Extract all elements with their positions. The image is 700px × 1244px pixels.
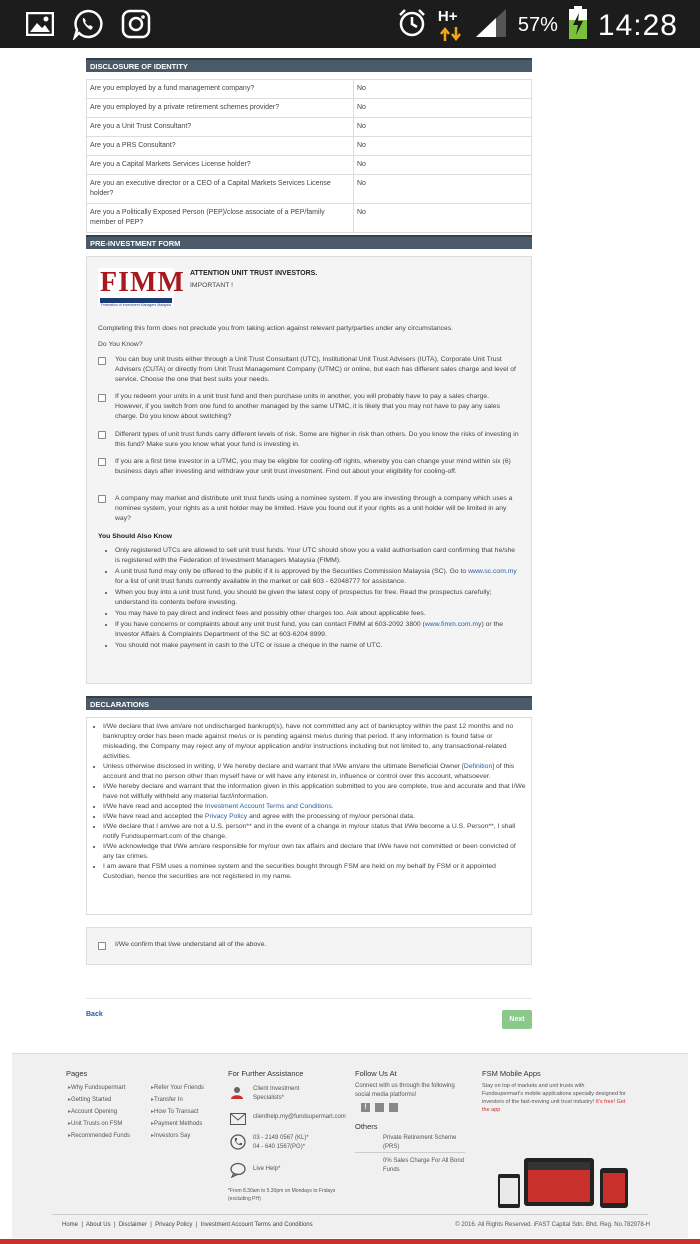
instagram-icon <box>120 8 152 40</box>
list-item: • I am aware that FSM uses a nominee system and the securities bought through FSM are held on my behalf by FSM or it appointed Custodian, hence the securities are not registered in my name. <box>103 862 527 882</box>
fimm-link[interactable]: www.fimm.com.my <box>424 621 482 628</box>
list-item: • I/We have read and accepted the Investment Account Terms and Conditions. <box>103 802 527 812</box>
footer-follow-title: Follow Us At <box>355 1069 397 1078</box>
assist-phone-1: 03 - 2149 0567 (KL)* <box>253 1135 309 1141</box>
fimm-logo-text: FIMM <box>100 267 185 298</box>
copyright: © 2016. All Rights Reserved. iFAST Capital Sdn. Bhd. Reg. No.782978-H <box>455 1222 650 1228</box>
assist-email[interactable]: clienthelp.my@fundsupermart.com <box>253 1114 346 1120</box>
list-item: • I/We acknowledge that I/We am/are responsible for my/our own tax affairs and declare that I/We have not committed or been convicted of any tax crimes. <box>103 842 527 862</box>
check-text-1: You can buy unit trusts either through a Unit Trust Consultant (UTC), Institutional Unit Trust Advisers (IUTA), Corporate Unit Trust Advisers (CUTA) or directly from Unit Trust Management Company (UTMC) or online, but each has different sales charge and level of service. Choose the one that best suits your needs. <box>115 356 516 383</box>
specialist-icon <box>230 1086 244 1100</box>
checkbox-know-5[interactable] <box>98 495 106 503</box>
answer: No <box>354 80 532 99</box>
live-help-icon <box>230 1162 248 1183</box>
table-row <box>87 99 532 118</box>
footer-pages-title: Pages <box>66 1069 88 1078</box>
apps-text: Stay on top of markets and unit trusts with Fundsupermart's mobile applications specially designed for investors of the fast-moving unit trust industry! It's free! Get the app <box>482 1083 626 1113</box>
list-item: • A unit trust fund may only be offered to the public if it is approved by the Securities Commission Malaysia (SC). Go to www.sc.com.my for a list of unit trust funds currently available in the market or call 603 - 62048777 for assistance. <box>115 567 519 587</box>
fimm-logo <box>98 267 185 307</box>
check-text-3: Different types of unit trust funds carry different levels of risk. Some are higher in risk than others. Do you know the risks of investing in this fund? Make sure you know what your fund is investing in. <box>115 431 519 448</box>
footer-link[interactable]: ▸ Unit Trusts on FSM <box>68 1120 122 1127</box>
question: Are you an executive director or a CEO of a Capital Markets Services License holder? <box>87 175 354 204</box>
status-bar <box>0 0 700 48</box>
assist-hours: *From 8.30am to 5.30pm on Mondays to Fridays (excluding PH) <box>228 1188 336 1202</box>
whatsapp-icon <box>72 8 104 40</box>
email-icon <box>230 1112 246 1130</box>
list-item: • I/We declare that I/we am/are not undischarged bankrupt(s), have not committed any act of bankruptcy within the past 12 months and no bankruptcy order has been made against me/us or is pending against me/us during that period. If any information is found false or misleading, the Company may reject any of my/our application and/or instructions including but not limited to, any transactional-related activities. <box>103 722 527 762</box>
assist-live-help[interactable]: Live Help* <box>253 1166 281 1172</box>
footer-link[interactable]: ▸ Recommended Funds <box>68 1132 130 1139</box>
gallery-icon <box>24 8 56 40</box>
table-row <box>87 118 532 137</box>
checkbox-know-2[interactable] <box>98 394 106 402</box>
assist-phone-2: 04 - 640 1567(PG)* <box>253 1144 306 1150</box>
list-item: • You may have to pay direct and indirect fees and possibly other charges too. Ask about applicable fees. <box>115 609 519 619</box>
footer-link[interactable]: ▸ Investors Say <box>151 1132 190 1139</box>
disclosure-table <box>86 79 532 233</box>
table-row <box>87 80 532 99</box>
footer <box>12 1053 688 1238</box>
declarations-list <box>89 722 527 882</box>
list-item: • Unless otherwise disclosed in writing, I/ We hereby declare and warrant that I/We am/are the ultimate Beneficial Owner [Definition] of this account and that no person other than myself have or will have any interest in, influence or control over this account, whatsoever. <box>103 762 527 782</box>
attention-title: ATTENTION UNIT TRUST INVESTORS. <box>190 270 318 277</box>
table-row <box>87 204 532 233</box>
alarm-icon <box>396 7 428 44</box>
privacy-policy-link[interactable]: Privacy Policy <box>204 813 248 820</box>
answer: No <box>354 156 532 175</box>
fimm-logo-caption: Federation of Investment Managers Malaysia <box>100 303 172 307</box>
pre-investment-box <box>86 256 532 684</box>
assist-specialists: Client Investment Specialists* <box>253 1086 300 1101</box>
checkbox-know-4[interactable] <box>98 458 106 466</box>
confirm-label: I/We confirm that I/we understand all of the above. <box>115 941 267 948</box>
footer-bottom-link[interactable]: Investment Account Terms and Conditions <box>200 1222 313 1228</box>
clock: 14:28 <box>597 8 678 42</box>
do-you-know-label: Do You Know? <box>98 341 143 348</box>
list-item: • You should not make payment in cash to the UTC or issue a cheque in the name of UTC. <box>115 641 519 651</box>
pre-investment-section <box>86 235 532 684</box>
checkbox-know-1[interactable] <box>98 357 106 365</box>
disclosure-section <box>86 58 532 233</box>
answer: No <box>354 175 532 204</box>
confirm-box <box>86 927 532 965</box>
definition-link[interactable]: Definition <box>463 763 493 770</box>
list-item: • I/We declare that I am/we are not a U.S. person** and in the event of a change in my/our status that I/We become a U.S. Person**, I shall notify Fundsupermart.com of the change. <box>103 822 527 842</box>
pre-investment-header: PRE-INVESTMENT FORM <box>86 235 532 249</box>
declarations-box <box>86 717 532 915</box>
answer: No <box>354 137 532 156</box>
list-item: • Only registered UTCs are allowed to sell unit trust funds. Your UTC should show you a valid authorisation card confirming that he/she is registered with the Federation of Investment Managers Malaysia (FIMM). <box>115 546 519 566</box>
footer-bottom-link[interactable]: Home <box>62 1222 79 1228</box>
footer-link[interactable]: ▸ Why Fundsupermart <box>68 1084 125 1091</box>
list-item: • I/We hereby declare and warrant that the information given in this application submitted to you are complete, true and accurate and that I/We have not willfully withheld any material fact/information. <box>103 782 527 802</box>
footer-others-title: Others <box>355 1122 378 1131</box>
table-row <box>87 137 532 156</box>
battery-charging-icon <box>568 6 588 45</box>
list-item: • When you buy into a unit trust fund, you should be given the latest copy of prospectus for free. Read the prospectus carefully; understand its contents before investing. <box>115 588 519 608</box>
answer: No <box>354 204 532 233</box>
list-item: • If you have concerns or complaints about any unit trust fund, you can contact FIMM at 603-2092 3800 (www.fimm.com.my) or the Investor Affairs & Complaints Department of the SC at 603-6204 8999. <box>115 620 519 640</box>
others-bond-link[interactable]: 0% Sales Charge For All Bond Funds <box>383 1158 465 1173</box>
network-arrows-icon <box>438 8 464 44</box>
check-text-5: A company may market and distribute unit trust funds using a nominee system. If you are investing through a company which uses a nominee system, your rights as a unit holder may be limited. Have you found out if your rights as a unit holder will be limited in any way? <box>115 495 513 522</box>
next-button[interactable]: Next <box>502 1010 532 1029</box>
question: Are you a PRS Consultant? <box>87 137 354 156</box>
table-row <box>87 156 532 175</box>
intro-text: Completing this form does not preclude you from taking action against relevant party/parties under any circumstances. <box>98 325 454 332</box>
rss-icon[interactable] <box>375 1103 384 1112</box>
facebook-icon[interactable]: f <box>361 1103 370 1112</box>
footer-assist-title: For Further Assistance <box>228 1069 304 1078</box>
declarations-section <box>86 696 532 915</box>
battery-percent: 57% <box>517 14 558 36</box>
footer-bottom-link[interactable]: Privacy Policy <box>155 1222 193 1228</box>
footer-link[interactable]: ▸ Payment Methods <box>151 1120 202 1127</box>
footer-bottom-link[interactable]: Disclaimer <box>118 1222 147 1228</box>
others-prs-link[interactable]: Private Retirement Scheme (PRS) <box>383 1135 457 1150</box>
follow-text: Connect with us through the following social media platforms! <box>355 1083 455 1098</box>
footer-link[interactable]: ▸ Account Opening <box>68 1108 117 1115</box>
table-row <box>87 175 532 204</box>
network-type: H+ <box>437 7 458 25</box>
question: Are you employed by a fund management company? <box>87 80 354 99</box>
footer-bottom-link[interactable]: About Us <box>85 1222 111 1228</box>
phone-icon <box>230 1134 246 1155</box>
question: Are you employed by a private retirement schemes provider? <box>87 99 354 118</box>
should-know-label: You Should Also Know <box>98 533 173 540</box>
page <box>0 48 700 1244</box>
attention-subtitle: IMPORTANT ! <box>190 282 234 289</box>
back-button[interactable]: Back <box>86 1011 103 1018</box>
check-text-4: If you are a first time investor in a UTMC, you may be eligible for cooling-off rights, whereby you can change your mind within six (6) business days after investing and withdraw your unit trust investment. Find out about your eligibility for cooling-off. <box>115 458 511 475</box>
get-app-link[interactable]: It's free! Get the app <box>482 1099 626 1113</box>
footer-link[interactable]: ▸ How To Transact <box>151 1108 199 1115</box>
bottom-accent-bar <box>0 1239 700 1244</box>
should-know-list <box>115 546 519 652</box>
question: Are you a Politically Exposed Person (PEP)/close associate of a PEP/family member of PEP? <box>87 204 354 233</box>
mobile-devices-image <box>496 1154 636 1210</box>
sc-link[interactable]: www.sc.com.my <box>468 568 517 575</box>
terms-link[interactable]: Investment Account Terms and Conditions <box>204 803 332 810</box>
footer-apps-title: FSM Mobile Apps <box>482 1069 541 1078</box>
youtube-icon[interactable] <box>389 1103 398 1112</box>
footer-link[interactable]: ▸ Transfer In <box>151 1096 183 1103</box>
confirm-checkbox[interactable] <box>98 942 106 950</box>
divider <box>86 998 532 999</box>
answer: No <box>354 99 532 118</box>
footer-link[interactable]: ▸ Getting Started <box>68 1096 111 1103</box>
signal-icon <box>474 8 508 43</box>
check-text-2: If you redeem your units in a unit trust fund and then purchase units in another, you will probably have to pay a sales charge. However, if you switch from one fund to another managed by the same UTMC, it is likely that you may not have to pay any sales charge. Do you know about switching? <box>115 393 500 420</box>
question: Are you a Capital Markets Services License holder? <box>87 156 354 175</box>
disclosure-header: DISCLOSURE OF IDENTITY <box>86 58 532 72</box>
footer-bottom-links: Home | About Us | Disclaimer | Privacy Policy | Investment Account Terms and Conditions <box>62 1222 313 1228</box>
question: Are you a Unit Trust Consultant? <box>87 118 354 137</box>
declarations-header: DECLARATIONS <box>86 696 532 710</box>
list-item: • I/We have read and accepted the Privacy Policy and agree with the processing of my/our personal data. <box>103 812 527 822</box>
footer-link[interactable]: ▸ Refer Your Friends <box>151 1084 204 1091</box>
answer: No <box>354 118 532 137</box>
checkbox-know-3[interactable] <box>98 431 106 439</box>
